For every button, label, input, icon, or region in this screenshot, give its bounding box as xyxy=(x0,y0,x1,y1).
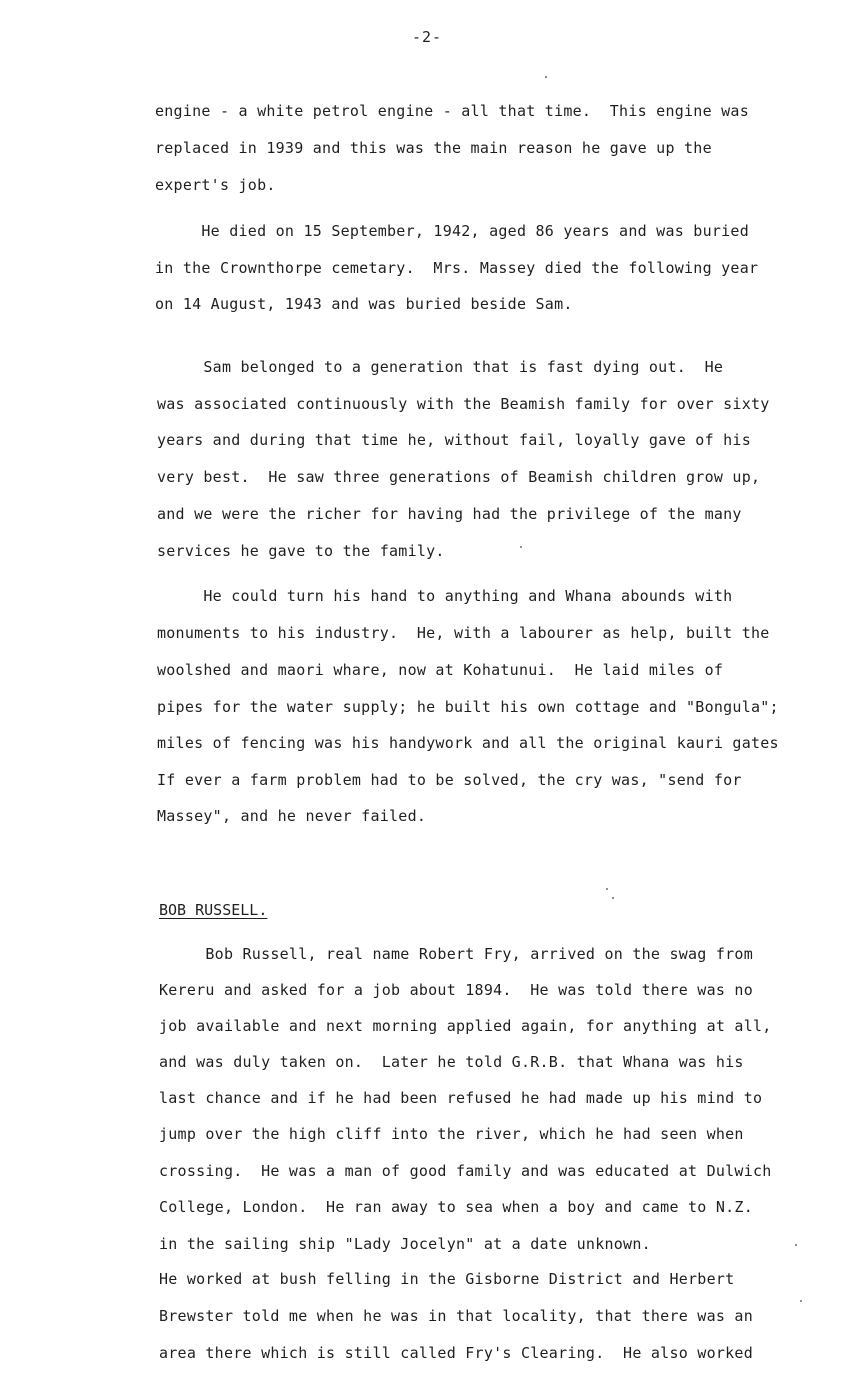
section-heading: BOB RUSSELL. xyxy=(159,901,268,919)
scan-speck xyxy=(545,76,547,78)
text-line: and was duly taken on. Later he told G.R.B. that Whana was his xyxy=(159,1053,744,1071)
text-line: He could turn his hand to anything and Whana abounds with xyxy=(157,587,733,605)
text-line: on 14 August, 1943 and was buried beside Sam. xyxy=(155,295,573,313)
text-line: miles of fencing was his handywork and all the original kauri gates xyxy=(157,734,779,752)
text-line: If ever a farm problem had to be solved, the cry was, "send for xyxy=(157,771,742,789)
text-line: engine - a white petrol engine - all that time. This engine was xyxy=(155,102,749,120)
scan-speck xyxy=(520,546,522,548)
scan-speck xyxy=(795,1244,797,1246)
text-line: last chance and if he had been refused he had made up his mind to xyxy=(159,1089,763,1107)
text-line: Sam belonged to a generation that is fast dying out. He xyxy=(157,358,724,376)
text-line: Kereru and asked for a job about 1894. He was told there was no xyxy=(159,981,753,999)
text-line: Bob Russell, real name Robert Fry, arrived on the swag from xyxy=(159,945,753,963)
text-line: Brewster told me when he was in that locality, that there was an xyxy=(159,1307,753,1325)
scan-speck xyxy=(800,1300,802,1302)
text-line: expert's job. xyxy=(155,176,276,194)
text-line: in the Crownthorpe cemetary. Mrs. Massey died the following year xyxy=(155,259,759,277)
scan-speck xyxy=(612,897,614,899)
scan-speck xyxy=(606,888,608,890)
text-line: and we were the richer for having had the privilege of the many xyxy=(157,505,742,523)
text-line: very best. He saw three generations of Beamish children grow up, xyxy=(157,468,761,486)
text-line: replaced in 1939 and this was the main reason he gave up the xyxy=(155,139,712,157)
text-line: Massey", and he never failed. xyxy=(157,807,427,825)
text-line: monuments to his industry. He, with a labourer as help, built the xyxy=(157,624,770,642)
text-line: He worked at bush felling in the Gisborne District and Herbert xyxy=(159,1270,735,1288)
text-line: area there which is still called Fry's Clearing. He also worked xyxy=(159,1344,753,1362)
text-line: was associated continuously with the Beamish family for over sixty xyxy=(157,395,770,413)
text-line: services he gave to the family. xyxy=(157,542,445,560)
text-line: job available and next morning applied again, for anything at all, xyxy=(159,1017,772,1035)
text-line: in the sailing ship "Lady Jocelyn" at a date unknown. xyxy=(159,1235,651,1253)
page-number: -2- xyxy=(412,28,443,46)
text-line: pipes for the water supply; he built his own cottage and "Bongula"; xyxy=(157,698,779,716)
text-line: College, London. He ran away to sea when a boy and came to N.Z. xyxy=(159,1198,753,1216)
text-line: He died on 15 September, 1942, aged 86 years and was buried xyxy=(155,222,749,240)
text-line: jump over the high cliff into the river, which he had seen when xyxy=(159,1125,744,1143)
text-line: crossing. He was a man of good family and was educated at Dulwich xyxy=(159,1162,772,1180)
text-line: years and during that time he, without fail, loyally gave of his xyxy=(157,431,751,449)
text-line: woolshed and maori whare, now at Kohatunui. He laid miles of xyxy=(157,661,724,679)
